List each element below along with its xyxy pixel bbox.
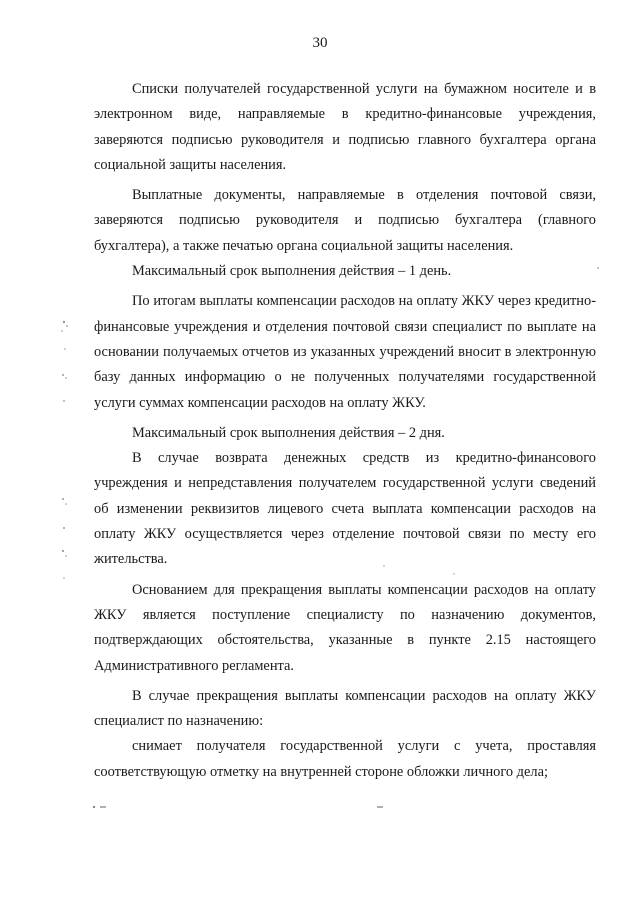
paragraph-payment-documents: Выплатные документы, направляемые в отделения почтовой связи, заверяются подписью руководителя и подписью бухгалтера (главного бухгалтера), а также печатью органа социальной защиты населения. bbox=[94, 187, 596, 254]
page-number: 30 bbox=[312, 35, 328, 51]
paragraph-funds-return: В случае возврата денежных средств из кредитно-финансового учреждения и непредставления получателем государственной услуги сведений об изменении реквизитов лицевого счета выплата компенсации расходов на оплату ЖКУ осуществляется через отделение почтовой связи по месту его жительства. bbox=[94, 450, 596, 568]
paragraph-deadline-two-days: Максимальный срок выполнения действия – 2 дня. bbox=[132, 424, 445, 441]
paragraph-payment-lists: Списки получателей государственной услуги на бумажном носителе и в электронном виде, направляемые в кредитно-финансовые учреждения, заверяются подписью руководителя и подписью главного бухгалтера органа социальной защиты населения. bbox=[94, 81, 596, 173]
document-body bbox=[94, 77, 596, 785]
paragraph-deadline-one-day: Максимальный срок выполнения действия – 1 день. bbox=[132, 263, 452, 280]
paragraph-termination-case: В случае прекращения выплаты компенсации расходов на оплату ЖКУ специалист по назначению: bbox=[94, 687, 596, 730]
paragraph-deregistration: снимает получателя государственной услуги с учета, проставляя соответствующую отметку на внутренней стороне обложки личного дела; bbox=[94, 738, 596, 780]
paragraph-payment-results: По итогам выплаты компенсации расходов на оплату ЖКУ через кредитно-финансовые учреждения и отделения почтовой связи специалист по выплате на основании получаемых отчетов из указанных учреждений вносит в электронную базу данных информацию о не полученных получателями государственной услуги суммах компенсации расходов на оплату ЖКУ. bbox=[94, 293, 596, 411]
paragraph-termination-basis: Основанием для прекращения выплаты компенсации расходов на оплату ЖКУ является поступление специалисту по назначению документов, подтверждающих обстоятельства, указанные в пункте 2.15 настоящего Административного регламента. bbox=[94, 581, 596, 674]
